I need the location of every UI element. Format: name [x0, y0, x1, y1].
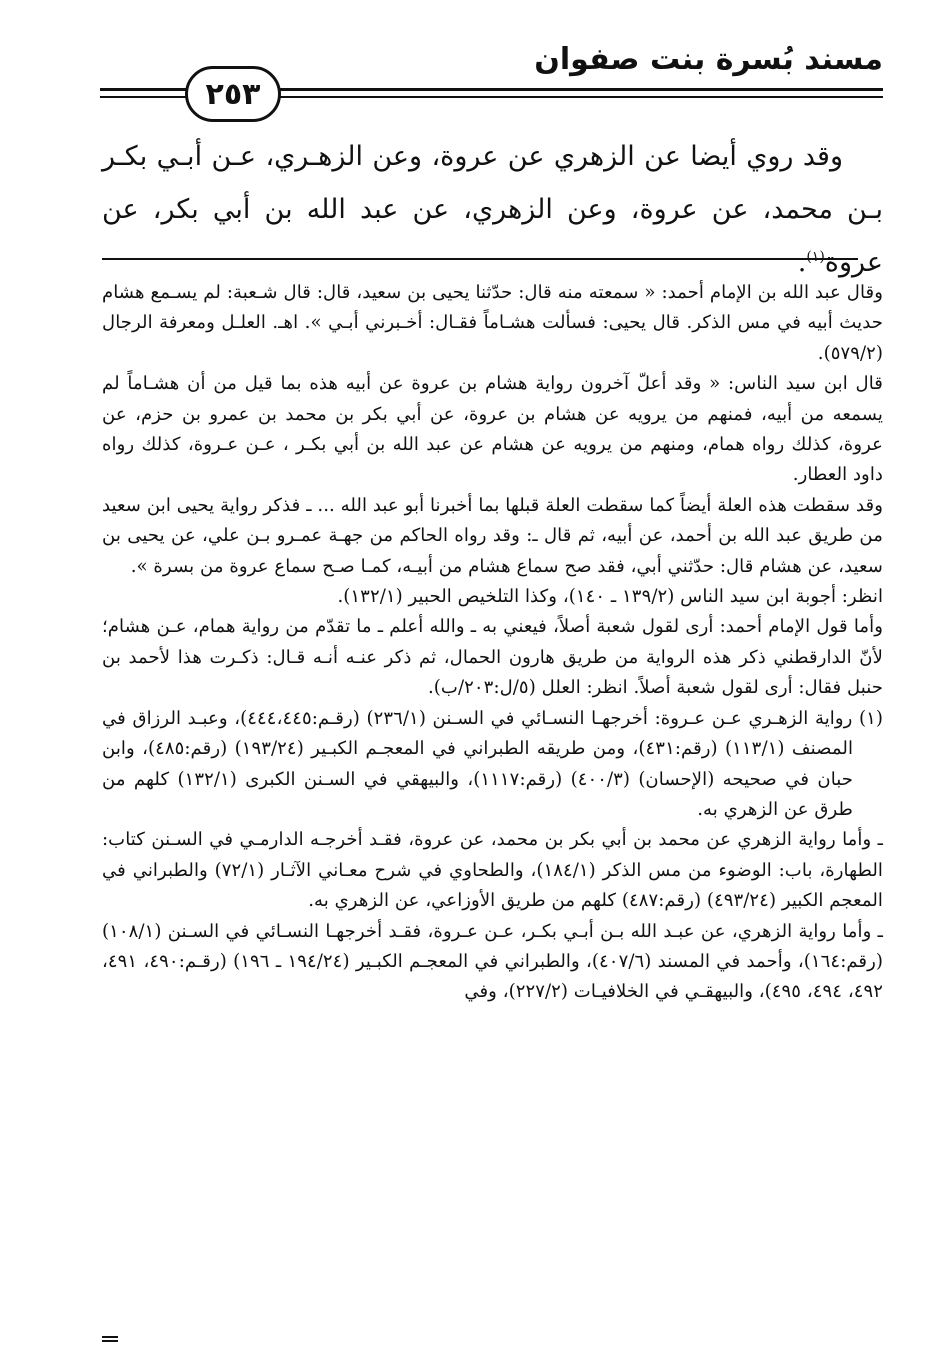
main-text-body: وقد روي أيضا عن الزهري عن عروة، وعن الزهـري، عـن أبـي بكـر بـن محمد، عن عروة، وعن الزهري، عن عبد الله بن أبي بكر، عن عروة — [102, 141, 883, 278]
note-paragraph: ـ وأما رواية الزهري، عن عبـد الله بـن أبـي بكـر، عـن عـروة، فقـد أخرجهـا النسـائي في السـنن (١٠٨/١) (رقم:١٦٤)، وأحمد في المسند (٤٠٧/٦)، والطبراني في المعجـم الكبـير (١٩٤/٢٤ ـ ١٩٦) (رقـم:٤٩٠، ٤٩١، ٤٩٢، ٤٩٤، ٤٩٥)، والبيهقـي في الخلافيـات (٢٢٧/٢)، وفي — [102, 920, 883, 1003]
note-paragraph: وقد سقطت هذه العلة أيضاً كما سقطت العلة قبلها بما أخبرنا أبو عبد الله ... ـ فذكر رواية يحيى ابن سعيد من طريق عبد الله بن أحمد، عن أبيه، ثم قال ـ: وقد رواه الحاكم من جهـة عمـرو بـن علي، عن يحيى بن سعيد، عن هشام قال: حدّثني أبي، فقد صح سماع هشام من أبيـه، كمـا صـح سماع عروة من بسرة ». — [102, 494, 883, 577]
note-paragraph: وقال عبد الله بن الإمام أحمد: « سمعته منه قال: حدّثنا يحيى بن سعيد، قال: قال شـعبة: لم يسـمع هشام حديث أبيه في مس الذكر. قال يحيى: فسألت هشـاماً فقـال: أخـبرني أبـي ». اهـ. العلـل ومعرفة الرجال (٥٧٩/٢). — [102, 282, 883, 364]
page-end-mark — [102, 1336, 118, 1342]
footnote-reference: (١) — [806, 249, 825, 265]
footnotes-section — [102, 278, 883, 1008]
footnote-divider — [102, 258, 858, 260]
note-paragraph: وأما قول الإمام أحمد: أرى لقول شعبة أصلاً، فيعني به ـ والله أعلم ـ ما تقدّم من رواية همام، عـن هشام؛ لأنّ الدارقطني ذكر هذه الرواية من طريق هارون الحمال، ثم ذكر عنـه أنـه قـال: ذكـرت هذا لأحمد بن حنبل فقال: أرى لقول شعبة أصلاً. انظر: العلل (٥/ل:٢٠٣/ب). — [102, 616, 883, 699]
footnote-1: (١) رواية الزهـري عـن عـروة: أخرجهـا النسـائي في السـنن (٢٣٦/١) (رقـم:٤٤٤،٤٤٥)، وعبـد الرزاق في المصنف (١١٣/١) (رقم:٤٣١)، ومن طريقه الطبراني في المعجـم الكبـير (١٩٣/٢٤) (رقم:٤٨٥)، وابن حبان في صحيحه (الإحسان) (٤٠٠/٣) (رقم:١١١٧)، والبيهقي في السـنن الكبرى (١٣٢/١) كلهم من طرق عن الزهري به. — [102, 707, 883, 820]
page-number-badge — [185, 66, 281, 122]
note-paragraph: ـ وأما رواية الزهري عن محمد بن أبي بكر بن محمد، عن عروة، فقـد أخرجـه الدارمـي في السـنن كتاب: الطهارة، باب: الوضوء من مس الذكر (١٨٤/١)، والطحاوي في شرح معـاني الآثـار (٧٢/١) والطبراني في المعجم الكبير (٤٩٣/٢٤) (رقم:٤٨٧) كلهم من طريق الأوزاعي، عن الزهري به. — [102, 829, 883, 912]
note-paragraph: قال ابن سيد الناس: « وقد أعلّ آخرون رواية هشام بن عروة عن أبيه هذه بما قيل من أن هشـاماً لم يسمعه من أبيه، فمنهم من يرويه عن هشام بن عروة، عن أبي بكر بن محمد بن عمرو بن حزم، عن عروة، كذلك رواه همام، ومنهم من يرويه عن هشام عن عبد الله بن أبي بكـر ، عـن عـروة، كذلك رواه داود العطار. — [102, 373, 883, 486]
running-header-title: مسند بُسرة بنت صفوان — [534, 42, 883, 77]
main-text-end: . — [797, 247, 807, 278]
main-text-paragraph — [102, 130, 883, 289]
page-number: ٢٥٣ — [205, 76, 261, 112]
note-paragraph: انظر: أجوبة ابن سيد الناس (١٣٩/٢ ـ ١٤٠)، وكذا التلخيص الحبير (١٣٢/١). — [337, 586, 883, 608]
